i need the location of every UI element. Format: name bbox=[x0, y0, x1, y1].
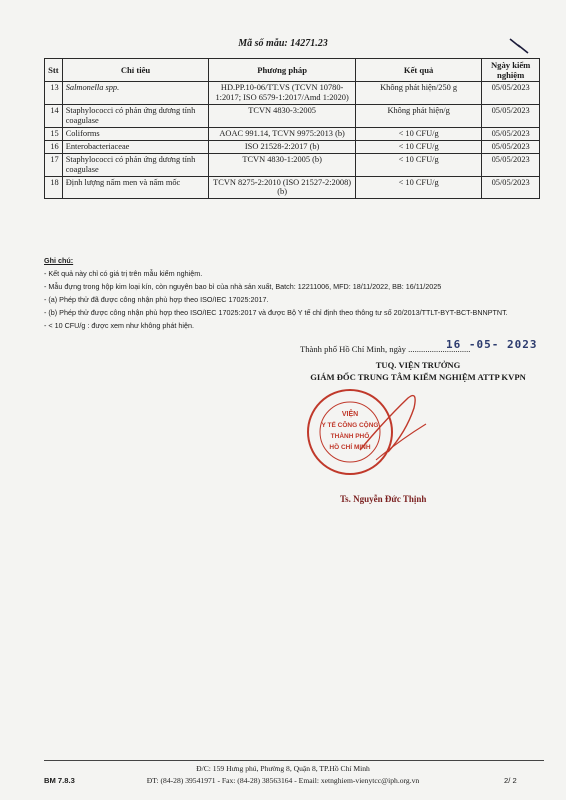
city-date-line: Thành phố Hồ Chí Minh, ngày ............................. bbox=[300, 344, 471, 354]
note-item: - < 10 CFU/g : được xem như không phát hiện. bbox=[44, 321, 194, 330]
row-date: 05/05/2023 bbox=[482, 105, 540, 128]
footer-contact: ĐT: (84-28) 39541971 - Fax: (84-28) 38563164 - Email: xetnghiem-vienytcc@iph.org.vn bbox=[146, 776, 420, 785]
footer-address: Đ/C: 159 Hưng phú, Phường 8, Quận 8, TP.Hồ Chí Minh bbox=[196, 764, 370, 773]
table-row bbox=[45, 127, 540, 140]
row-indicator: Staphylococci có phản ứng dương tính coagulase bbox=[62, 105, 209, 128]
row-result: < 10 CFU/g bbox=[355, 176, 481, 199]
row-method: TCVN 4830-3:2005 bbox=[209, 105, 356, 128]
col-stt: Stt bbox=[45, 59, 63, 82]
seal-line: Y TẾ CÔNG CỘNG bbox=[321, 422, 379, 429]
table-row bbox=[45, 153, 540, 176]
row-stt: 15 bbox=[45, 127, 63, 140]
row-date: 05/05/2023 bbox=[482, 127, 540, 140]
table-header-row bbox=[45, 59, 540, 82]
official-seal-icon bbox=[290, 380, 440, 490]
row-method: AOAC 991.14, TCVN 9975:2013 (b) bbox=[209, 127, 356, 140]
row-stt: 16 bbox=[45, 140, 63, 153]
table-row bbox=[45, 82, 540, 105]
row-indicator: Coliforms bbox=[62, 127, 209, 140]
footer-divider bbox=[44, 760, 544, 761]
col-indicator: Chỉ tiêu bbox=[62, 59, 209, 82]
row-stt: 18 bbox=[45, 176, 63, 199]
row-stt: 13 bbox=[45, 82, 63, 105]
row-stt: 17 bbox=[45, 153, 63, 176]
seal-line: THÀNH PHỐ bbox=[330, 433, 370, 440]
signer-name: Ts. Nguyễn Đức Thịnh bbox=[340, 494, 427, 504]
col-result: Kết quả bbox=[355, 59, 481, 82]
table-row bbox=[45, 105, 540, 128]
note-item: - (a) Phép thử đã được công nhận phù hợp theo ISO/IEC 17025:2017. bbox=[44, 295, 269, 304]
page-number: 2/ 2 bbox=[504, 776, 517, 785]
col-method: Phương pháp bbox=[209, 59, 356, 82]
row-indicator: Định lượng nấm men và nấm mốc bbox=[62, 176, 209, 199]
row-result: Không phát hiện/250 g bbox=[355, 82, 481, 105]
row-method: TCVN 8275-2:2010 (ISO 21527-2:2008) (b) bbox=[209, 176, 356, 199]
row-result: < 10 CFU/g bbox=[355, 153, 481, 176]
results-table bbox=[44, 58, 540, 199]
seal-line: HỒ CHÍ MINH bbox=[329, 444, 371, 451]
table-row bbox=[45, 140, 540, 153]
note-item: - (b) Phép thử được công nhận phù hợp theo ISO/IEC 17025:2017 và được Bộ Y tế chỉ định theo thông tư số 20/2013/TTLT-BYT-BCT-BNNPTNT. bbox=[44, 308, 508, 317]
form-code: BM 7.8.3 bbox=[44, 776, 75, 785]
director-title: GIÁM ĐỐC TRUNG TÂM KIỂM NGHIỆM ATTP KVPN bbox=[310, 372, 526, 382]
row-result: < 10 CFU/g bbox=[355, 127, 481, 140]
row-method: HD.PP.10-06/TT.VS (TCVN 10780-1:2017; ISO 6579-1:2017/Amd 1:2020) bbox=[209, 82, 356, 105]
seal-line: VIỆN bbox=[341, 411, 359, 418]
row-date: 05/05/2023 bbox=[482, 176, 540, 199]
row-date: 05/05/2023 bbox=[482, 82, 540, 105]
row-result: Không phát hiện/g bbox=[355, 105, 481, 128]
row-date: 05/05/2023 bbox=[482, 140, 540, 153]
row-method: TCVN 4830-1:2005 (b) bbox=[209, 153, 356, 176]
notes-title: Ghi chú: bbox=[44, 256, 74, 265]
sample-code: Mã số mẫu: 14271.23 bbox=[238, 38, 328, 49]
row-indicator: Enterobacteriaceae bbox=[62, 140, 209, 153]
row-indicator: Salmonella spp. bbox=[62, 82, 209, 105]
row-method: ISO 21528-2:2017 (b) bbox=[209, 140, 356, 153]
corner-check-mark bbox=[506, 36, 536, 56]
row-result: < 10 CFU/g bbox=[355, 140, 481, 153]
note-item: - Kết quả này chỉ có giá trị trên mẫu kiểm nghiệm. bbox=[44, 269, 203, 278]
notes-section bbox=[44, 256, 544, 334]
row-indicator: Staphylococci có phản ứng dương tính coagulase bbox=[62, 153, 209, 176]
row-stt: 14 bbox=[45, 105, 63, 128]
row-date: 05/05/2023 bbox=[482, 153, 540, 176]
note-item: - Mẫu đựng trong hộp kim loại kín, còn nguyên bao bì của nhà sản xuất, Batch: 12211006, MFD: 18/11/2022, BB: 16/11/2025 bbox=[44, 282, 442, 291]
col-date: Ngày kiểm nghiệm bbox=[482, 59, 540, 82]
table-row bbox=[45, 176, 540, 199]
stamped-date: 16 -05- 2023 bbox=[446, 338, 538, 351]
deputy-title: TUQ. VIỆN TRƯỞNG bbox=[375, 360, 461, 370]
